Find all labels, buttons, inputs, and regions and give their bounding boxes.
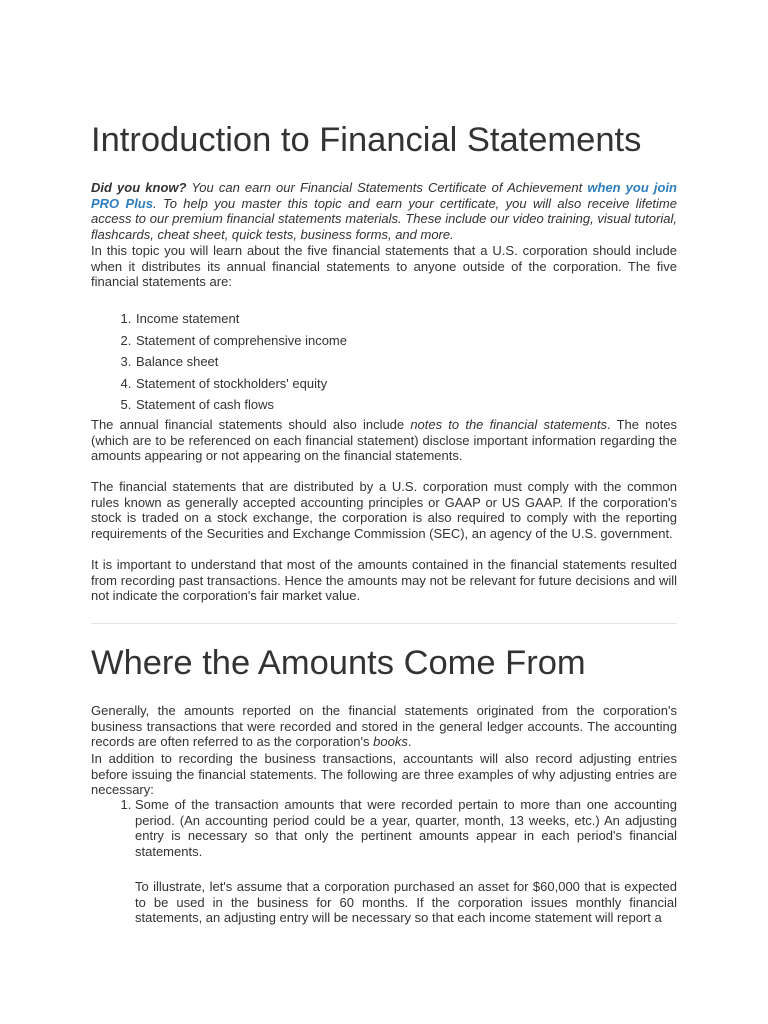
gaap-paragraph: The financial statements that are distributed by a U.S. corporation must comply with the common rules known as generally accepted accounting principles or GAAP or US GAAP. If the corporation's stock is traded on a stock exchange, the corporation is also required to comply with the reporting requirements of the Securities and Exchange Commission (SEC), an agency of the U.S. government.	[91, 479, 677, 542]
section-title-amounts: Where the Amounts Come From	[91, 644, 586, 682]
notes-paragraph	[91, 417, 677, 464]
list-item: 2. Statement of comprehensive income	[135, 330, 347, 352]
generally-paragraph	[91, 703, 677, 750]
adjusting-paragraph: In addition to recording the business transactions, accountants will also record adjusting entries before issuing the financial statements. The following are three examples of why adjusting entries are necessary:	[91, 751, 677, 798]
important-paragraph: It is important to understand that most of the amounts contained in the financial statements resulted from recording past transactions. Hence the amounts may not be relevant for future decisions and will not indicate the corporation's fair market value.	[91, 557, 677, 604]
list-item: 5. Statement of cash flows	[135, 394, 347, 416]
intro-paragraph: In this topic you will learn about the five financial statements that a U.S. corporation should include when it distributes its annual financial statements to anyone outside of the corporation. The five financial statements are:	[91, 243, 677, 290]
did-you-know-lead: Did you know?	[91, 180, 187, 195]
generally-text-after: .	[407, 734, 412, 750]
example-text: 1. Some of the transaction amounts that were recorded pertain to more than one accounting period. (An accounting period could be a year, quarter, month, 13 weeks, etc.) An adjusting entry is necessary so that only the pertinent amounts appear in each period's financial statements.	[135, 797, 677, 860]
list-item	[135, 797, 677, 926]
did-you-know-text: You can earn our Financial Statements Certificate of Achievement	[186, 180, 588, 195]
list-item: 1. Income statement	[135, 308, 347, 330]
financial-statements-list	[91, 308, 347, 416]
example-illustration: To illustrate, let's assume that a corporation purchased an asset for $60,000 that is expected to be used in the business for 60 months. If the corporation issues monthly financial statements, an adjusting entry will be necessary so that each income statement will report a	[135, 878, 677, 926]
list-item: 4. Statement of stockholders' equity	[135, 373, 347, 395]
notes-italic-term: notes to the financial statements	[410, 417, 608, 432]
generally-text: Generally, the amounts reported on the financial statements originated from the corporation's business transactions that were recorded and stored in the general ledger accounts. The accounting records are often referred to as the corporation's	[91, 703, 677, 750]
section-title-introduction: Introduction to Financial Statements	[91, 121, 642, 159]
notes-text: The annual financial statements should also include	[91, 417, 411, 432]
notes-text-after: . The notes (which are to be referenced on each financial statement) disclose important information regarding the amounts appearing or not appearing on the financial statements.	[91, 417, 677, 464]
adjusting-examples-list	[91, 797, 677, 926]
list-item: 3. Balance sheet	[135, 351, 347, 373]
section-divider	[91, 623, 677, 624]
books-italic-term: books	[373, 734, 408, 750]
did-you-know-paragraph	[91, 180, 677, 243]
did-you-know-text-after: . To help you master this topic and earn your certificate, you will also receive lifetime access to our premium financial statements materials. These include our video training, visual tutorial, flashcards, cheat sheet, quick tests, business forms, and more.	[91, 195, 677, 243]
pro-plus-link[interactable]: when you join PRO Plus	[91, 180, 677, 211]
